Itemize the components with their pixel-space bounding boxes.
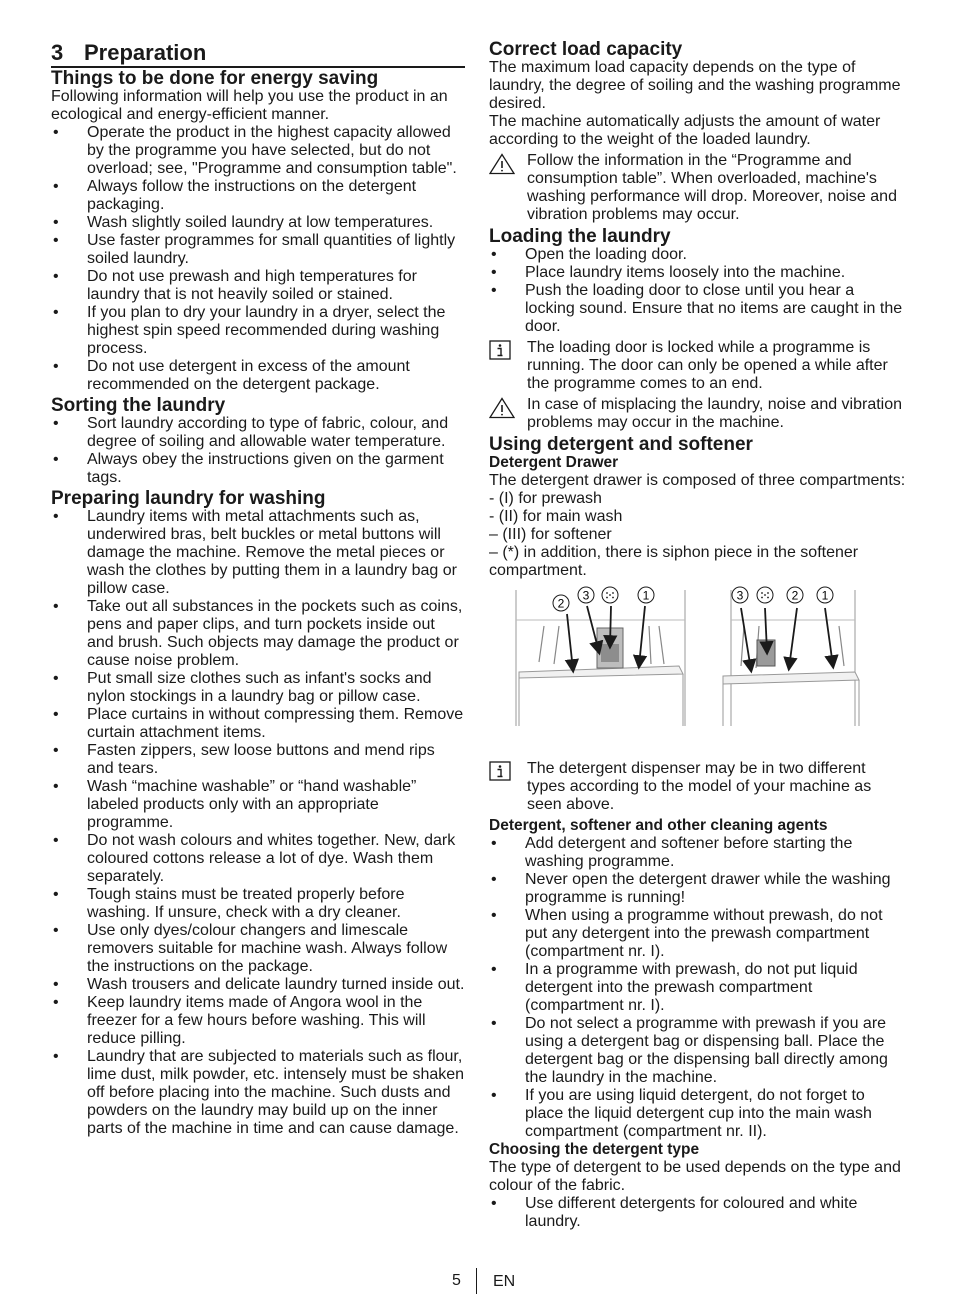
list-item — [51, 178, 465, 214]
compartment-line: – (III) for softener — [489, 526, 612, 543]
chapter-title — [51, 40, 465, 68]
list-item — [51, 742, 465, 778]
capacity-para-2: The machine automatically adjusts the amount of water according to the weight of the loaded laundry. — [489, 113, 881, 148]
list-item — [489, 246, 907, 264]
list-item-text: Push the loading door to close until you hear a locking sound. Ensure that no items are caught in the door. — [525, 282, 903, 335]
label-one: 1 — [642, 588, 650, 603]
bullet-glyph: • — [53, 778, 59, 795]
list-item-text: Tough stains must be treated properly before washing. If unsure, check with a dry cleaner. — [87, 886, 405, 921]
list-item — [489, 1195, 907, 1231]
list-item-text: Always follow the instructions on the detergent packaging. — [87, 178, 417, 213]
page-footer — [0, 1268, 954, 1296]
list-item — [51, 994, 465, 1048]
list-item-text: Wash trousers and delicate laundry turned inside out. — [87, 976, 465, 993]
page-number: 5 — [452, 1272, 461, 1289]
list-item-text: Do not use detergent in excess of the amount recommended on the detergent package. — [87, 358, 410, 393]
bullet-glyph: • — [491, 246, 497, 263]
bullet-glyph: • — [53, 706, 59, 723]
bullet-glyph: • — [53, 124, 59, 141]
list-item — [489, 871, 907, 907]
preparing-heading: Preparing laundry for washing — [51, 488, 326, 509]
language-code: EN — [493, 1273, 516, 1290]
bullet-glyph: • — [53, 742, 59, 759]
loading-list — [489, 246, 907, 336]
choosing-list — [489, 1195, 907, 1231]
bullet-glyph: • — [53, 832, 59, 849]
list-item — [489, 1015, 907, 1087]
list-item — [51, 598, 465, 670]
detergent-heading: Using detergent and softener — [489, 434, 753, 455]
choosing-intro: The type of detergent to be used depends on the type and colour of the fabric. — [489, 1159, 901, 1194]
bullet-glyph: • — [53, 598, 59, 615]
right-column — [489, 40, 907, 1231]
list-item-text: Use only dyes/colour changers and limescale removers suitable for machine wash. Always follow the instructions on the package. — [87, 922, 448, 975]
list-item — [51, 451, 465, 487]
chapter-number: 3 — [51, 40, 64, 65]
list-item — [489, 264, 907, 282]
warning-triangle-icon — [489, 397, 515, 424]
bullet-glyph: • — [491, 835, 497, 852]
drawer-intro: The detergent drawer is composed of three compartments: — [489, 472, 906, 489]
list-item — [51, 670, 465, 706]
list-item — [51, 832, 465, 886]
list-item — [51, 1048, 465, 1138]
label-three: 3 — [582, 588, 590, 603]
list-item — [51, 778, 465, 832]
bullet-glyph: • — [491, 282, 497, 299]
list-item — [51, 415, 465, 451]
list-item — [51, 124, 465, 178]
bullet-glyph: • — [53, 886, 59, 903]
warning-triangle-icon — [489, 153, 515, 180]
bullet-glyph: • — [53, 994, 59, 1011]
agents-heading: Detergent, softener and other cleaning agents — [489, 817, 828, 834]
bullet-glyph: • — [53, 214, 59, 231]
dispenser-info-text: The detergent dispenser may be in two different types according to the model of your machine as seen above. — [527, 760, 872, 813]
list-item-text: Wash slightly soiled laundry at low temperatures. — [87, 214, 434, 231]
list-item-text: Add detergent and softener before starting the washing programme. — [525, 835, 853, 870]
list-item-text: Place curtains in without compressing them. Remove curtain attachment items. — [87, 706, 464, 741]
agents-list — [489, 835, 907, 1141]
bullet-glyph: • — [53, 670, 59, 687]
dispenser-info-note — [489, 760, 907, 814]
bullet-glyph: • — [491, 907, 497, 924]
loading-heading: Loading the laundry — [489, 226, 671, 247]
list-item-text: Keep laundry items made of Angora wool in the freezer for a few hours before washing. This will reduce pilling. — [87, 994, 426, 1047]
energy-intro: Following information will help you use the product in an ecological and energy-efficient manner. — [51, 88, 448, 123]
energy-heading: Things to be done for energy saving — [51, 68, 379, 89]
sorting-list — [51, 415, 465, 487]
capacity-warning-note — [489, 152, 907, 224]
list-item-text: Sort laundry according to type of fabric, colour, and degree of soiling and allowable water temperature. — [87, 415, 449, 450]
bullet-glyph: • — [53, 415, 59, 432]
bullet-glyph: • — [53, 268, 59, 285]
list-item-text: Take out all substances in the pockets such as coins, pens and paper clips, and turn pockets inside out and brush. Such objects may damage the product or cause noise problem. — [87, 598, 463, 669]
sorting-heading: Sorting the laundry — [51, 395, 226, 416]
info-icon — [489, 340, 511, 365]
compartment-line: – (*) in addition, there is siphon piece in the softener compartment. — [489, 544, 859, 579]
list-item-text: If you are using liquid detergent, do not forget to place the liquid detergent cup into the main wash compartment (compartment nr. II). — [525, 1087, 872, 1140]
list-item-text: Operate the product in the highest capacity allowed by the programme you have selected, but do not overload; see, "Programme and consumption table". — [87, 124, 457, 177]
footer-divider — [476, 1268, 477, 1294]
list-item-text: If you plan to dry your laundry in a dryer, select the highest spin speed recommended during washing process. — [87, 304, 446, 357]
list-item-text: Never open the detergent drawer while the washing programme is running! — [525, 871, 891, 906]
bullet-glyph: • — [53, 451, 59, 468]
bullet-glyph: • — [53, 304, 59, 321]
chapter-name: Preparation — [84, 40, 207, 65]
list-item-text: Do not select a programme with prewash if you are using a detergent bag or dispensing ball. Place the detergent bag or the dispensing ball directly among the laundry in the machine. — [525, 1015, 888, 1086]
preparing-list — [51, 508, 465, 1138]
bullet-glyph: • — [53, 232, 59, 249]
list-item — [51, 508, 465, 598]
loading-info-note — [489, 339, 907, 393]
drawer-type-a — [516, 590, 685, 726]
drawer-diagram — [489, 586, 907, 756]
bullet-glyph: • — [491, 1087, 497, 1104]
list-item — [51, 922, 465, 976]
compartment-line: - (II) for main wash — [489, 508, 623, 525]
left-column — [51, 40, 465, 1138]
info-icon — [489, 761, 511, 786]
list-item — [489, 961, 907, 1015]
capacity-warning-text: Follow the information in the “Programme and consumption table”. When overloaded, machine's washing performance will drop. Moreover, noise and vibration problems may occur. — [527, 152, 897, 223]
compartment-line: - (I) for prewash — [489, 490, 602, 507]
list-item-text: Do not use prewash and high temperatures for laundry that is not heavily soiled or stained. — [87, 268, 417, 303]
label-two: 2 — [791, 588, 799, 603]
label-two: 2 — [557, 596, 565, 611]
list-item — [51, 706, 465, 742]
capacity-heading: Correct load capacity — [489, 39, 683, 60]
list-item — [489, 835, 907, 871]
list-item-text: Do not wash colours and whites together. New, dark coloured cottons release a lot of dye. Wash them separately. — [87, 832, 456, 885]
bullet-glyph: • — [53, 358, 59, 375]
list-item-text: Wash “machine washable” or “hand washable” labeled products only with an appropriate programme. — [87, 778, 417, 831]
bullet-glyph: • — [491, 961, 497, 978]
bullet-glyph: • — [491, 1015, 497, 1032]
energy-list — [51, 124, 465, 394]
list-item — [489, 907, 907, 961]
choosing-heading: Choosing the detergent type — [489, 1141, 700, 1158]
list-item — [489, 1087, 907, 1141]
list-item-text: Fasten zippers, sew loose buttons and mend rips and tears. — [87, 742, 435, 777]
label-three: 3 — [736, 588, 744, 603]
list-item-text: Use faster programmes for small quantities of lightly soiled laundry. — [87, 232, 456, 267]
list-item — [51, 232, 465, 268]
list-item-text: Laundry that are subjected to materials such as flour, lime dust, milk powder, etc. intensely must be shaken off before placing into the machine. Such dusts and powders on the laundry may build up on the inner parts of the machine in time and can cause damage. — [87, 1048, 465, 1137]
list-item-text: Put small size clothes such as infant's socks and nylon stockings in a laundry bag or pillow case. — [87, 670, 432, 705]
list-item — [51, 358, 465, 394]
bullet-glyph: • — [491, 871, 497, 888]
loading-info-text: The loading door is locked while a programme is running. The door can only be opened a while after the programme comes to an end. — [527, 339, 888, 392]
list-item — [51, 304, 465, 358]
detergent-drawer-figure — [489, 586, 907, 756]
label-one: 1 — [821, 588, 829, 603]
bullet-glyph: • — [53, 1048, 59, 1065]
list-item — [489, 282, 907, 336]
drawer-heading: Detergent Drawer — [489, 454, 619, 471]
bullet-glyph: • — [491, 1195, 497, 1212]
list-item-text: Open the loading door. — [525, 246, 687, 263]
list-item — [51, 214, 465, 232]
loading-warning-note — [489, 396, 907, 432]
siphon-star-icon — [602, 587, 618, 603]
capacity-para-1: The maximum load capacity depends on the type of laundry, the degree of soiling and the washing programme desired. — [489, 59, 901, 112]
bullet-glyph: • — [53, 178, 59, 195]
bullet-glyph: • — [491, 264, 497, 281]
list-item-text: When using a programme without prewash, do not put any detergent into the prewash compartment (compartment nr. I). — [525, 907, 883, 960]
bullet-glyph: • — [53, 508, 59, 525]
list-item-text: In a programme with prewash, do not put liquid detergent into the prewash compartment (compartment nr. I). — [525, 961, 858, 1014]
loading-warning-text: In case of misplacing the laundry, noise and vibration problems may occur in the machine. — [527, 396, 903, 431]
siphon-star-icon — [757, 587, 773, 603]
list-item-text: Place laundry items loosely into the machine. — [525, 264, 846, 281]
list-item-text: Laundry items with metal attachments such as, underwired bras, belt buckles or metal buttons will damage the machine. Remove the metal pieces or wash the clothes by putting them in a laundry bag or pillow case. — [87, 508, 457, 597]
list-item-text: Always obey the instructions given on the garment tags. — [87, 451, 444, 486]
list-item — [51, 268, 465, 304]
bullet-glyph: • — [53, 976, 59, 993]
list-item-text: Use different detergents for coloured and white laundry. — [525, 1195, 858, 1230]
list-item — [51, 886, 465, 922]
bullet-glyph: • — [53, 922, 59, 939]
list-item — [51, 976, 465, 994]
